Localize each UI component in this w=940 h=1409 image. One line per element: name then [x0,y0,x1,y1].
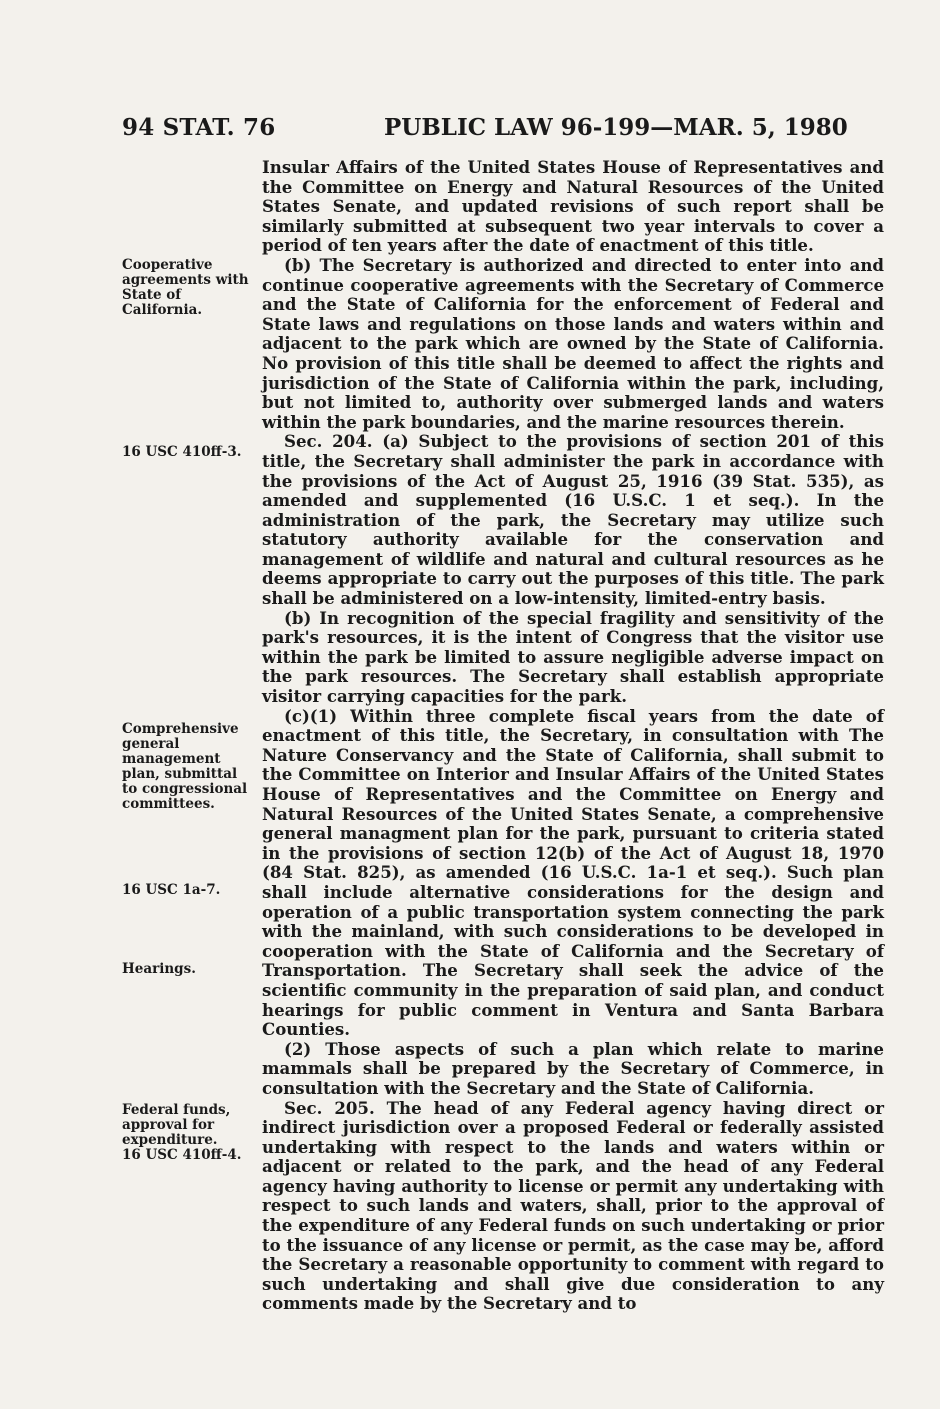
paragraph-204a: Sec. 204. (a) Subject to the provisions of section 201 of this title, the Secretary shall administer the park in accordance with the provisions of the Act of August 25, 1916 (39 Stat. 535), as amended and supplemented (16 U.S.C. 1 et seq.). In the administration of the park, the Secretary may utilize such statutory authority available for the conservation and management of wildlife and natural and cultural resources as he deems appropriate to carry out the purposes of this title. The park shall be administered on a low-intensity, limited-entry basis. [262,431,884,609]
margin-note-management-plan: Comprehensive general management plan, submittal to congressional committees. [122,721,248,812]
body-text [262,158,884,1314]
paragraph-continuation: Insular Affairs of the United States House of Representatives and the Committee on Energy and Natural Resources of the United States Senate, and updated revisions of such report shall be similarly submitted at subsequent two year intervals to cover a period of ten years after the date of enactment of this title. [262,157,884,256]
margin-note-hearings: Hearings. [122,961,196,977]
margin-note-federal-funds: Federal funds, approval for expenditure. 16 USC 410ff-4. [122,1102,242,1163]
paragraph-204b: (b) In recognition of the special fragility and sensitivity of the park's resources, it is the intent of Congress that the visitor use within the park be limited to assure negligible adverse impact on the park resources. The Secretary shall establish appropriate visitor carrying capacities for the park. [262,607,884,707]
margin-note-16-usc-410ff-3: 16 USC 410ff-3. [122,444,242,460]
margin-note-16-usc-1a-7: 16 USC 1a-7. [122,882,221,898]
paragraph-203b: (b) The Secretary is authorized and directed to enter into and continue cooperative agreements with the Secretary of Commerce and the State of California for the enforcement of Federal and State laws and regulations on those lands and waters within and adjacent to the park which are owned by the State of California. No provision of this title shall be deemed to affect the rights and jurisdiction of the State of California within the park, including, but not limited to, authority over submerged lands and waters within the park boundaries, and the marine resources therein. [262,254,884,432]
paragraph-204c2: (2) Those aspects of such a plan which relate to marine mammals shall be prepared by the Secretary of Commerce, in consultation with the Secretary and the State of California. [262,1038,884,1098]
page-header [122,114,890,148]
paragraph-205: Sec. 205. The head of any Federal agency having direct or indirect jurisdiction over a proposed Federal or federally assisted undertaking with respect to the lands and waters within or adjacent or related to the park, and the head of any Federal agency having authority to license or permit any undertaking with respect to such lands and waters, shall, prior to the approval of the expenditure of any Federal funds on such undertaking or prior to the issuance of any license or permit, as the case may be, afford the Secretary a reasonable opportunity to comment with regard to such undertaking and shall give due consideration to any comments made by the Secretary and to [262,1097,884,1314]
paragraph-204c1: (c)(1) Within three complete fiscal years from the date of enactment of this title, the Secretary, in consultation with The Nature Conservancy and the State of California, shall submit to the Committee on Interior and Insular Affairs of the United States House of Representatives and the Committee on Energy and Natural Resources of the United States Senate, a comprehensive general managment plan for the park, pursuant to criteria stated in the provisions of section 12(b) of the Act of August 18, 1970 (84 Stat. 825), as amended (16 U.S.C. 1a-1 et seq.). Such plan shall include alternative considerations for the design and operation of a public transportation system connecting the park with the mainland, with such considerations to be developed in cooperation with the State of California and the Secretary of Transportation. The Secretary shall seek the advice of the scientific community in the preparation of said plan, and conduct hearings for public comment in Ventura and Santa Barbara Counties. [262,705,884,1040]
public-law-title: PUBLIC LAW 96-199—MAR. 5, 1980 [384,114,848,141]
margin-note-cooperative-agreements: Cooperative agreements with State of California. [122,257,249,318]
statute-page-number: 94 STAT. 76 [122,114,276,141]
